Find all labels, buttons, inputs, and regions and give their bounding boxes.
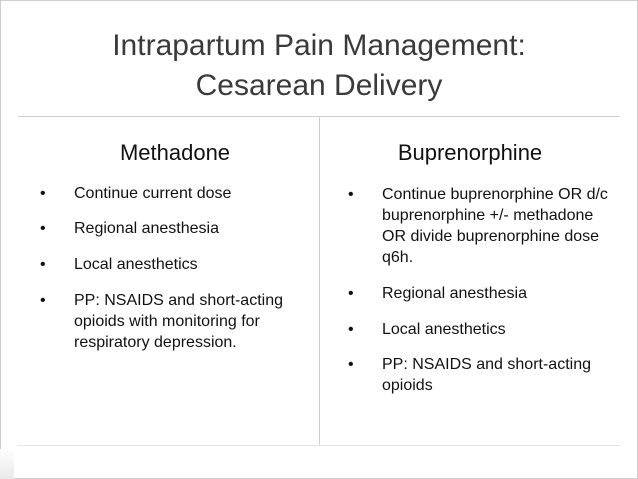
list-item [348, 184, 608, 268]
slide-title-line-2: Cesarean Delivery [195, 69, 443, 102]
list-item [40, 290, 295, 353]
list-item-text: Regional anesthesia [382, 285, 527, 302]
methadone-heading: Methadone [119, 140, 231, 165]
bullet-icon: • [348, 285, 354, 302]
slide-title [0, 26, 638, 106]
list-item-text: Local anesthetics [382, 321, 506, 338]
frame-top-border [0, 0, 638, 1]
bullet-icon: • [348, 186, 354, 203]
list-item-text: PP: NSAIDS and short-acting opioids with monitoring for respiratory depression. [74, 292, 283, 351]
methadone-bullet-list [40, 183, 295, 353]
bullet-icon: • [40, 220, 46, 237]
list-item-text: PP: NSAIDS and short-acting opioids [382, 356, 591, 394]
list-item-text: Local anesthetics [74, 256, 198, 273]
list-item [348, 283, 608, 304]
corner-accent [0, 449, 14, 479]
buprenorphine-bullet-list [348, 184, 608, 396]
list-item [40, 218, 295, 239]
bullet-icon: • [40, 256, 46, 273]
column-divider [319, 116, 320, 445]
list-item [348, 319, 608, 340]
list-item [40, 254, 295, 275]
slide-title-line-1: Intrapartum Pain Management: [112, 29, 526, 62]
bullet-icon: • [40, 185, 46, 202]
bullet-icon: • [40, 292, 46, 309]
list-item-text: Regional anesthesia [74, 220, 219, 237]
list-item [40, 183, 295, 204]
bottom-divider [18, 445, 620, 446]
list-item [348, 354, 608, 396]
list-item-text: Continue current dose [74, 185, 232, 202]
bullet-icon: • [348, 356, 354, 373]
bullet-icon: • [348, 321, 354, 338]
buprenorphine-heading: Buprenorphine [397, 140, 543, 165]
list-item-text: Continue buprenorphine OR d/c buprenorphine +/- methadone OR divide buprenorphine dose q6h. [382, 186, 608, 266]
